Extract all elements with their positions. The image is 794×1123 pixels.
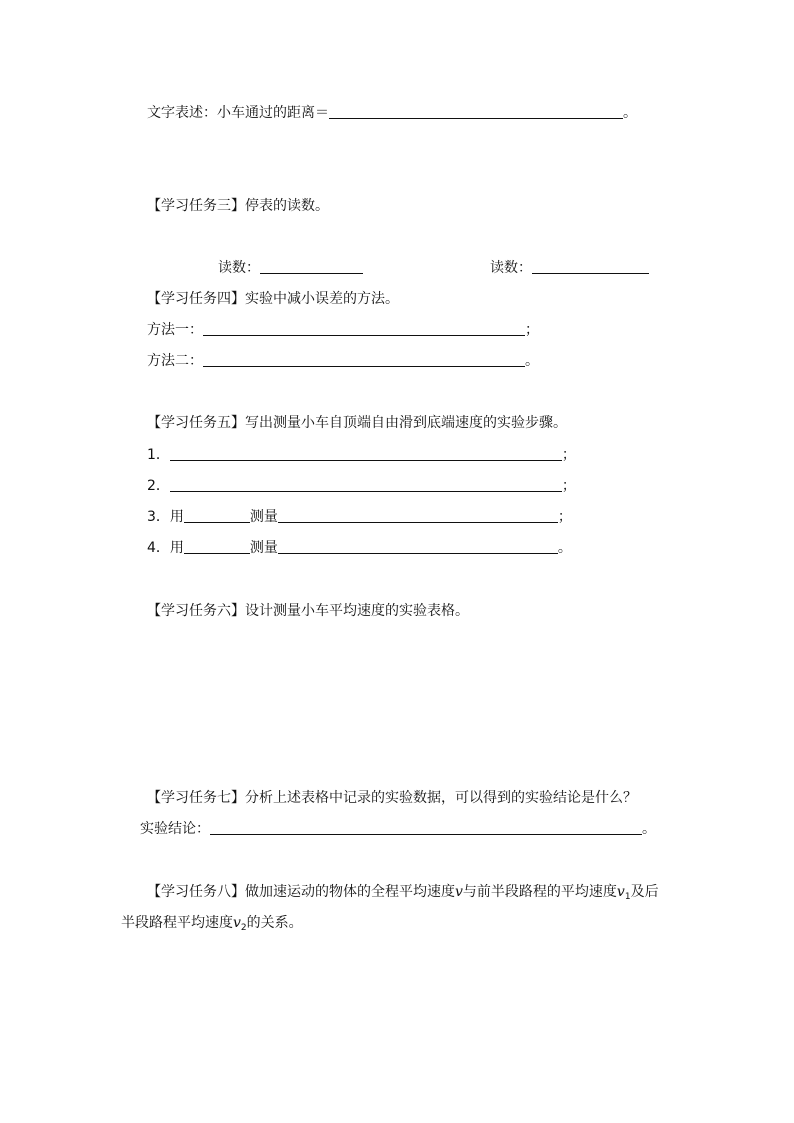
- step-4-tool-blank[interactable]: [184, 539, 250, 554]
- task5-title: 【学习任务五】写出测量小车自顶端自由滑到底端速度的实验步骤。: [147, 415, 567, 431]
- v-symbol: v: [455, 884, 463, 900]
- step-3-blank[interactable]: [278, 508, 558, 523]
- reading-2: 读数：: [490, 258, 649, 278]
- method-2: 方法二： 。: [147, 353, 539, 369]
- task4-title: 【学习任务四】实验中减小误差的方法。: [147, 291, 399, 307]
- distance-label: 文字表述：小车通过的距离＝: [147, 105, 329, 121]
- step-3: 3．用 测量 ；: [147, 509, 572, 525]
- task8-line-2: 半段路程平均速度$v_2$的关系。: [121, 915, 303, 933]
- step-2-blank[interactable]: [170, 477, 562, 492]
- task3-title: 【学习任务三】停表的读数。: [147, 198, 329, 214]
- reading-1-blank[interactable]: [260, 259, 363, 274]
- task8-line-1: 【学习任务八】做加速运动的物体的全程平均速度v与前半段路程的平均速度$v_1$及后: [147, 884, 659, 902]
- method-1-blank[interactable]: [203, 321, 525, 336]
- step-2: 2． ；: [147, 478, 576, 494]
- reading-1: 读数：: [218, 258, 363, 278]
- v1-symbol: v: [616, 884, 625, 900]
- step-3-tool-blank[interactable]: [184, 508, 250, 523]
- v2-symbol: v: [233, 915, 241, 931]
- task7-title: 【学习任务七】分析上述表格中记录的实验数据，可以得到的实验结论是什么？: [147, 790, 637, 806]
- conclusion-line: 实验结论： 。: [140, 821, 656, 837]
- reading-2-blank[interactable]: [532, 259, 649, 274]
- step-1: 1． ；: [147, 447, 576, 463]
- method-2-blank[interactable]: [203, 352, 525, 367]
- step-1-blank[interactable]: [170, 446, 562, 461]
- task6-title: 【学习任务六】设计测量小车平均速度的实验表格。: [147, 603, 469, 619]
- method-1: 方法一： ；: [147, 322, 539, 338]
- step-4: 4．用 测量 。: [147, 540, 572, 556]
- distance-line: 文字表述：小车通过的距离＝ 。: [147, 105, 637, 121]
- step-4-blank[interactable]: [278, 539, 558, 554]
- distance-blank[interactable]: [329, 104, 623, 119]
- conclusion-blank[interactable]: [210, 820, 642, 835]
